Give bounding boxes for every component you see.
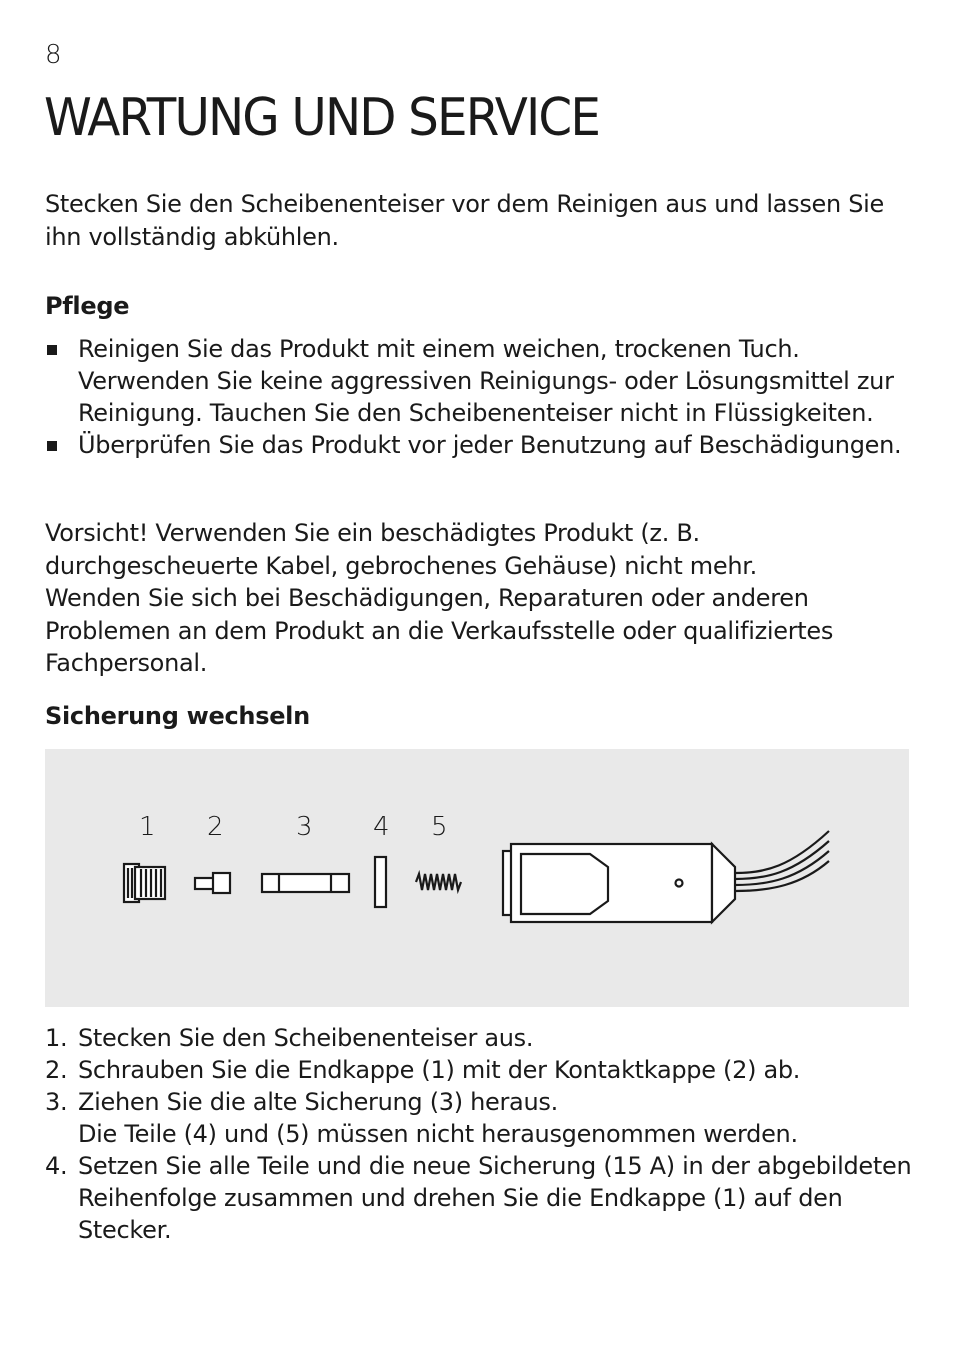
square-bullet-icon bbox=[47, 345, 57, 355]
list-item bbox=[45, 1086, 925, 1150]
step-text: Setzen Sie alle Teile und die neue Sicherung (15 A) in der abgebildeten Reihenfolge zusammen und drehen Sie die Endkappe (1) auf den Stecker. bbox=[78, 1152, 912, 1244]
care-bullet-text: Reinigen Sie das Produkt mit einem weichen, trockenen Tuch. Verwenden Sie keine aggressiven Reinigungs- oder Lösungsmittel zur Reinigung. Tauchen Sie den Scheibenenteiser nicht in Flüssigkeiten. bbox=[78, 335, 894, 427]
care-list bbox=[45, 333, 915, 461]
step-text: Stecken Sie den Scheibenenteiser aus. bbox=[78, 1024, 534, 1052]
step-number: 2. bbox=[45, 1056, 68, 1084]
intro-paragraph: Stecken Sie den Scheibenenteiser vor dem Reinigen aus und lassen Sie ihn vollständig abkühlen. bbox=[45, 190, 884, 251]
list-item bbox=[45, 1022, 925, 1054]
figure-label-1: 1 bbox=[139, 812, 156, 842]
warning-line: Wenden Sie sich bei Beschädigungen, Reparaturen oder anderen Problemen an dem Produkt an die Verkaufsstelle oder qualifiziertes Fachpersonal. bbox=[45, 584, 834, 677]
fuse-figure bbox=[45, 749, 909, 1007]
end-cap-icon bbox=[124, 864, 165, 902]
list-item bbox=[45, 1054, 925, 1086]
plug-icon bbox=[503, 831, 829, 922]
figure-label-5: 5 bbox=[431, 812, 448, 842]
fuse-steps bbox=[45, 1022, 925, 1246]
list-item bbox=[45, 1150, 925, 1246]
fuse-heading: Sicherung wechseln bbox=[45, 702, 310, 730]
step-number: 3. bbox=[45, 1088, 68, 1116]
fuse-diagram bbox=[45, 749, 909, 1007]
care-heading: Pflege bbox=[45, 292, 130, 320]
spacer-icon bbox=[375, 857, 386, 907]
page-title: WARTUNG UND SERVICE bbox=[44, 88, 600, 148]
care-bullet-text: Überprüfen Sie das Produkt vor jeder Benutzung auf Beschädigungen. bbox=[78, 431, 902, 459]
step-text: Ziehen Sie die alte Sicherung (3) heraus. bbox=[78, 1088, 558, 1116]
fuse-icon bbox=[262, 874, 349, 892]
step-text-continued: Die Teile (4) und (5) müssen nicht herausgenommen werden. bbox=[78, 1120, 798, 1148]
list-item bbox=[45, 429, 915, 461]
square-bullet-icon bbox=[47, 441, 57, 451]
spring-icon bbox=[416, 874, 461, 890]
step-text: Schrauben Sie die Endkappe (1) mit der Kontaktkappe (2) ab. bbox=[78, 1056, 801, 1084]
page-number: 8 bbox=[45, 40, 62, 70]
step-number: 1. bbox=[45, 1024, 68, 1052]
figure-label-4: 4 bbox=[373, 812, 390, 842]
list-item bbox=[45, 333, 915, 429]
contact-cap-icon bbox=[195, 873, 230, 893]
figure-label-3: 3 bbox=[296, 812, 313, 842]
figure-label-2: 2 bbox=[207, 812, 224, 842]
warning-paragraph bbox=[45, 517, 915, 680]
warning-line: Vorsicht! Verwenden Sie ein beschädigtes Produkt (z. B. durchgescheuerte Kabel, gebrochenes Gehäuse) nicht mehr. bbox=[45, 519, 757, 580]
step-number: 4. bbox=[45, 1152, 68, 1180]
